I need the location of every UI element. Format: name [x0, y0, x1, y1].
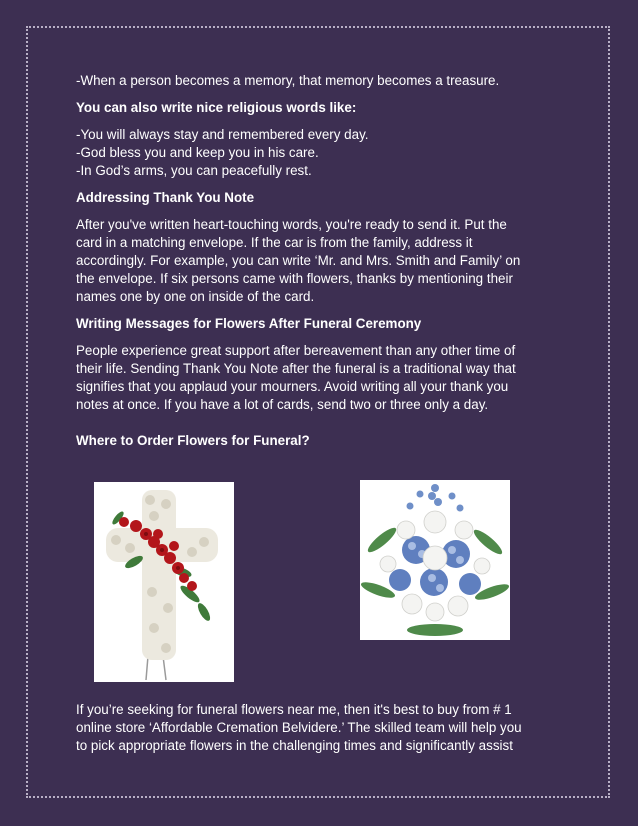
addressing-line: After you've written heart-touching words, you're ready to send it. Put the — [76, 217, 507, 232]
addressing-line: accordingly. For example, you can write ‘Mr. and Mrs. Smith and Family’ on — [76, 253, 521, 268]
writing-line: signifies that you applaud your mourners. Avoid writing all your thank you — [76, 379, 509, 394]
addressing-heading: Addressing Thank You Note — [76, 190, 255, 205]
funeral-spray-image — [360, 480, 510, 640]
flower-images — [76, 478, 566, 688]
bottom-line: online store ‘Affordable Cremation Belvidere.’ The skilled team will help you — [76, 720, 522, 735]
religious-line: -You will always stay and remembered every day. — [76, 127, 369, 142]
religious-line: -God bless you and keep you in his care. — [76, 145, 319, 160]
writing-heading: Writing Messages for Flowers After Funeral Ceremony — [76, 316, 422, 331]
addressing-line: names one by one on inside of the card. — [76, 289, 315, 304]
addressing-line: card in a matching envelope. If the car is from the family, address it — [76, 235, 473, 250]
bottom-paragraph — [76, 701, 566, 755]
addressing-paragraph — [76, 216, 566, 306]
where-heading: Where to Order Flowers for Funeral? — [76, 433, 310, 448]
writing-paragraph — [76, 342, 566, 414]
bottom-line: If you’re seeking for funeral flowers near me, then it's best to buy from # 1 — [76, 702, 512, 717]
bottom-line: to pick appropriate flowers in the challenging times and significantly assist — [76, 738, 513, 753]
religious-line: -In God’s arms, you can peacefully rest. — [76, 163, 312, 178]
quote-treasure: -When a person becomes a memory, that memory becomes a treasure. — [76, 73, 500, 88]
funeral-cross-image — [94, 482, 234, 682]
writing-line: People experience great support after bereavement than any other time of — [76, 343, 516, 358]
document-body — [76, 72, 566, 450]
religious-heading: You can also write nice religious words like: — [76, 100, 357, 115]
writing-line: notes at once. If you have a lot of cards, send two or three only a day. — [76, 397, 489, 412]
religious-lines — [76, 126, 566, 180]
addressing-line: the envelope. If six persons came with flowers, thanks by mentioning their — [76, 271, 513, 286]
writing-line: their life. Sending Thank You Note after the funeral is a traditional way that — [76, 361, 516, 376]
